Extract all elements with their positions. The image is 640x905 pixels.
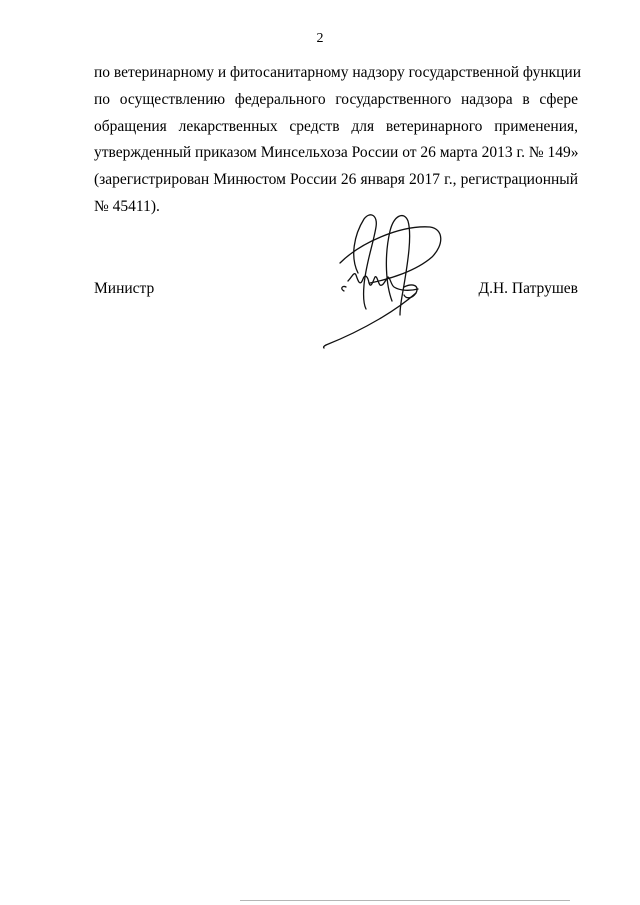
paragraph-line: (зарегистрирован Минюстом России 26 января 2017 г., регистрационный	[94, 171, 578, 189]
scan-edge-line	[240, 900, 570, 901]
paragraph-line: по ветеринарному и фитосанитарному надзору государственной функции	[94, 64, 582, 81]
paragraph-line: по осуществлению федерального государственного надзора в сфере	[94, 90, 578, 108]
signature-block	[94, 278, 578, 300]
body-paragraph	[94, 60, 582, 221]
signature-stroke	[324, 345, 326, 348]
paragraph-line: № 45411).	[94, 197, 160, 215]
signer-position: Министр	[94, 280, 155, 297]
paragraph-line: обращения лекарственных средств для ветеринарного применения,	[94, 117, 578, 135]
paragraph-line: утвержденный приказом Минсельхоза России от 26 марта 2013 г. № 149»	[94, 144, 579, 162]
page-number: 2	[316, 31, 324, 46]
signature-stroke	[326, 293, 416, 345]
signer-name: Д.Н. Патрушев	[478, 280, 578, 297]
